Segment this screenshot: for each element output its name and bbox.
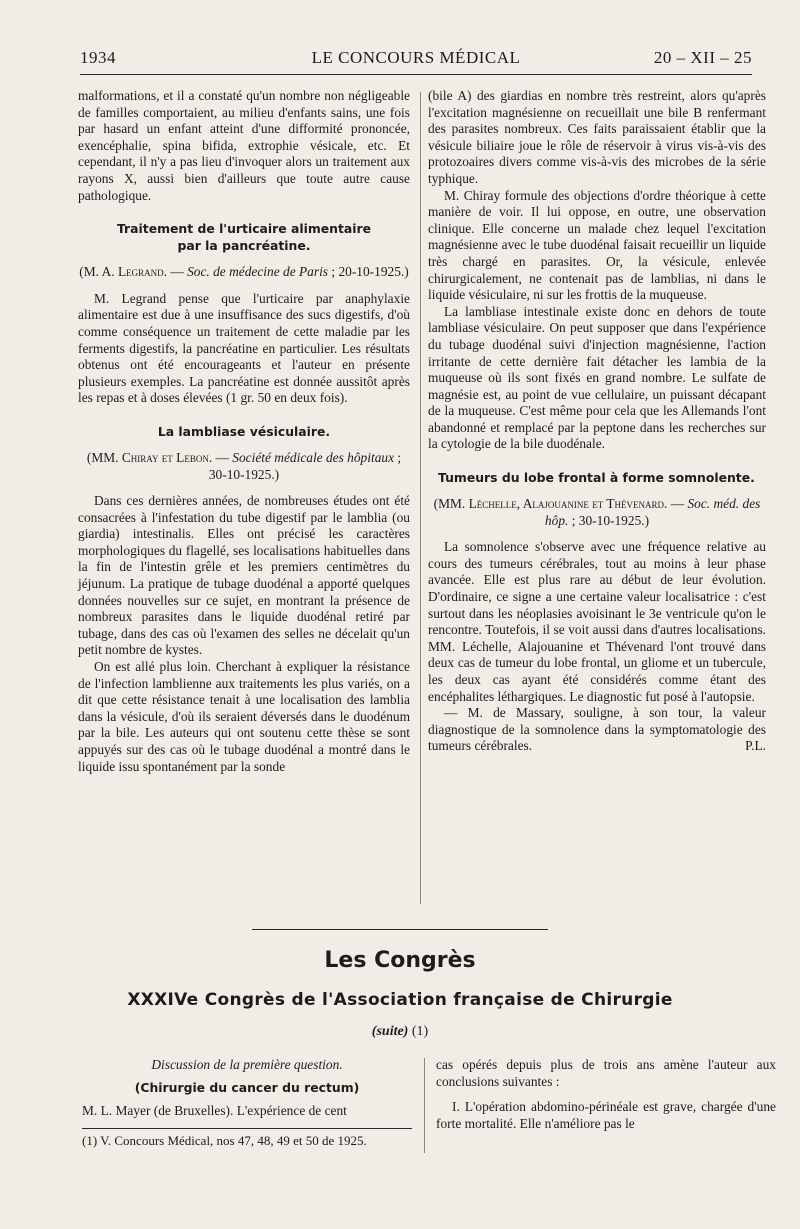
- section-heading-lambliase: La lambliase vésiculaire.: [157, 423, 331, 439]
- body-paragraph: La lambliase intestinale existe donc en dehors de toute lambliase vésiculaire. On peut supposer que dans l'expérience du tubage duodénal suivi d'injection magnésienne, l'action irritante de cette dernière fait détacher les lambia de la muqueuse où ils sont fixés en grand nombre. Le sulfate de magnésie est, au point de vue cellulaire, un puissant décapant de la muqueuse. C'est même pour cela que les Allemands l'ont abandonné et remplacé par la peptone dans les recherches sur la cytologie de la bile duodénale.: [428, 303, 766, 452]
- citation-authors: (MM. Chiray et Lebon.: [86, 449, 213, 465]
- citation-authors: (M. A. Legrand.: [79, 264, 167, 280]
- citation-lambliase: (MM. Chiray et Lebon. — Société médicale des hôpitaux ; 30-10-1925.): [86, 449, 402, 482]
- section-rule: [252, 929, 548, 930]
- suite-label: (suite): [371, 1024, 409, 1039]
- section-heading-tumeurs: Tumeurs du lobe frontal à forme somnolente.: [438, 470, 755, 486]
- column-divider: [424, 1058, 425, 1153]
- body-paragraph: Dans ces dernières années, de nombreuses études ont été consacrées à l'infestation du tube digestif par le lamblia (ou giardia) intestinalis. Elles ont précisé les caractères morphologiques du flagellé, ses localisations habituelles dans la fin de l'intestin grêle et les premiers centimètres du jéjunum. La pratique de tubage duodénal a apporté quelques données nouvelles sur ce sujet, en montrant la présence de nombreux parasites dans le liquide duodénal retiré par tubage, dans des cas où l'examen des selles ne décelait qu'un petit nombre de kystes.: [78, 493, 410, 658]
- right-column: [428, 88, 766, 755]
- congres-title: Les Congrès: [324, 948, 476, 973]
- body-paragraph: On est allé plus loin. Cherchant à expliquer la résistance de l'infection lamblienne aux traitements les plus variés, on a dit que cette résistance tenait à une localisation des lamblia dans la vésicule, d'où ils seraient déversés dans le duodénum par la bile. Les auteurs qui ont soutenu cette thèse se sont appuyés sur des cas où le tubage duodénal a montré dans le liquide issu spontanément par la sonde: [78, 659, 410, 774]
- citation-date: 30-10-1925.): [208, 466, 280, 482]
- body-text: — M. de Massary, souligne, à son tour, la valeur diagnostique de la somnolence dans la symptomatologie des tumeurs cérébrales.: [428, 705, 766, 754]
- congres-left-column: [82, 1056, 412, 1119]
- citation-source: Soc. de médecine de Paris: [187, 264, 329, 280]
- journal-title: LE CONCOURS MÉDICAL: [311, 48, 521, 67]
- discussion-subheading: (Chirurgie du cancer du rectum): [134, 1080, 360, 1095]
- intro-paragraph: malformations, et il a constaté qu'un nombre non négligeable de familles comportaient, au milieu d'enfants sains, une fois par hasard un enfant atteint d'une difformité prononcée, exencéphalie, spina bifida, extrophie vésicale, etc. Et cependant, il n'y a pas lieu d'invoquer alors un traitement aux rayons X, aussi bien d'ailleurs que toute autre cause pathologique.: [78, 88, 410, 203]
- footnote: (1) V. Concours Médical, nos 47, 48, 49 et 50 de 1925.: [82, 1133, 367, 1148]
- section-heading-line: par la pancréatine.: [177, 238, 311, 254]
- citation-tumeurs: (MM. Léchelle, Alajouanine et Thévenard. — Soc. méd. des hôp. ; 30-10-1925.): [433, 496, 761, 528]
- header-rule: [80, 74, 752, 75]
- body-paragraph: (bile A) des giardias en nombre très restreint, alors qu'après l'excitation magnésienne on recueillait une bile B renfermant des parasites nombreux. Ces faits paraissaient établir que la vésicule biliaire joue le rôle de réservoir à virus vis-à-vis des protozoaires divers comme vis-à-vis des microbes de la série typhique.: [428, 88, 766, 186]
- section-heading-urticaire: [78, 220, 410, 254]
- body-paragraph: La somnolence s'observe avec une fréquence relative au cours des tumeurs cérébrales, tout au moins à leur phase avancée. Elle est plus rare au début de leur évolution. D'ordinaire, ce signe a une certaine valeur localisatrice : c'est surtout dans les néoplasies avoisinant le 3e ventricule qu'on le rencontre. Toutefois, il se voit aussi dans d'autres localisations. MM. Léchelle, Alajouanine et Thévenard l'ont trouvé dans deux cas de tumeur du lobe frontal, un gliome et un tubercule, les deux cas ayant été considérés comme étant des encéphalites léthargiques. Le diagnostic fut posé à l'autopsie.: [428, 539, 766, 704]
- issue-date: 20 – XII – 25: [653, 48, 752, 67]
- citation-source: Société médicale des hôpitaux: [232, 449, 395, 465]
- body-paragraph: M. Legrand pense que l'urticaire par anaphylaxie alimentaire est due à une insuffisance des sucs digestifs, d'où comme conséquence un traitement de cette maladie par les ferments digestifs, la pancréatine en particulier. Les résultats obtenus ont été encourageants et l'auteur en présente plusieurs exemples. La pancréatine est donnée aussitôt après les repas et à doses élevées (1 gr. 50 en deux fois).: [78, 290, 410, 406]
- body-paragraph: M. Chiray formule des objections d'ordre théorique à cette manière de voir. Il lui oppose, en outre, une observation clinique. Elle concerne un malade chez lequel l'excitation magnésienne avec le tube duodénal faisait recueillir un liquide très chargé en parasites. Or, la vésicule, enlevée chirurgicalement, ne contenait pas de lamblias, ni dans le liquide vésiculaire, ni sur les frottis de la muqueuse.: [428, 187, 766, 303]
- footnote-ref: (1): [411, 1024, 429, 1039]
- citation-urticaire: (M. A. Legrand. — Soc. de médecine de Paris ; 20-10-1925.): [79, 264, 409, 280]
- body-paragraph: I. L'opération abdomino-périnéale est grave, chargée d'une forte mortalité. Elle n'améliore pas le: [436, 1099, 776, 1131]
- congres-subtitle: XXXIVe Congrès de l'Association française de Chirurgie: [127, 990, 673, 1010]
- congres-suite: [0, 1024, 800, 1040]
- column-divider: [420, 92, 421, 904]
- left-column: [78, 88, 410, 775]
- citation-date: 30-10-1925.): [578, 512, 650, 528]
- body-paragraph: [428, 705, 766, 755]
- body-paragraph: M. L. Mayer (de Bruxelles). L'expérience de cent: [82, 1103, 347, 1118]
- body-paragraph: cas opérés depuis plus de trois ans amène l'auteur aux conclusions suivantes :: [436, 1057, 776, 1089]
- discussion-heading: Discussion de la première question.: [151, 1057, 343, 1072]
- congres-right-column: [436, 1056, 776, 1132]
- citation-date: 20-10-1925.): [338, 264, 409, 280]
- author-signature: P.L.: [745, 738, 766, 754]
- citation-authors: (MM. Léchelle, Alajouanine et Thévenard. —: [433, 496, 685, 512]
- citation-source: Soc. méd. des hôp.: [544, 496, 761, 528]
- section-heading-line: Traitement de l'urticaire alimentaire: [116, 221, 372, 237]
- page-number: 1934: [80, 48, 116, 67]
- running-head: [80, 44, 752, 72]
- footnote-rule: [82, 1128, 412, 1129]
